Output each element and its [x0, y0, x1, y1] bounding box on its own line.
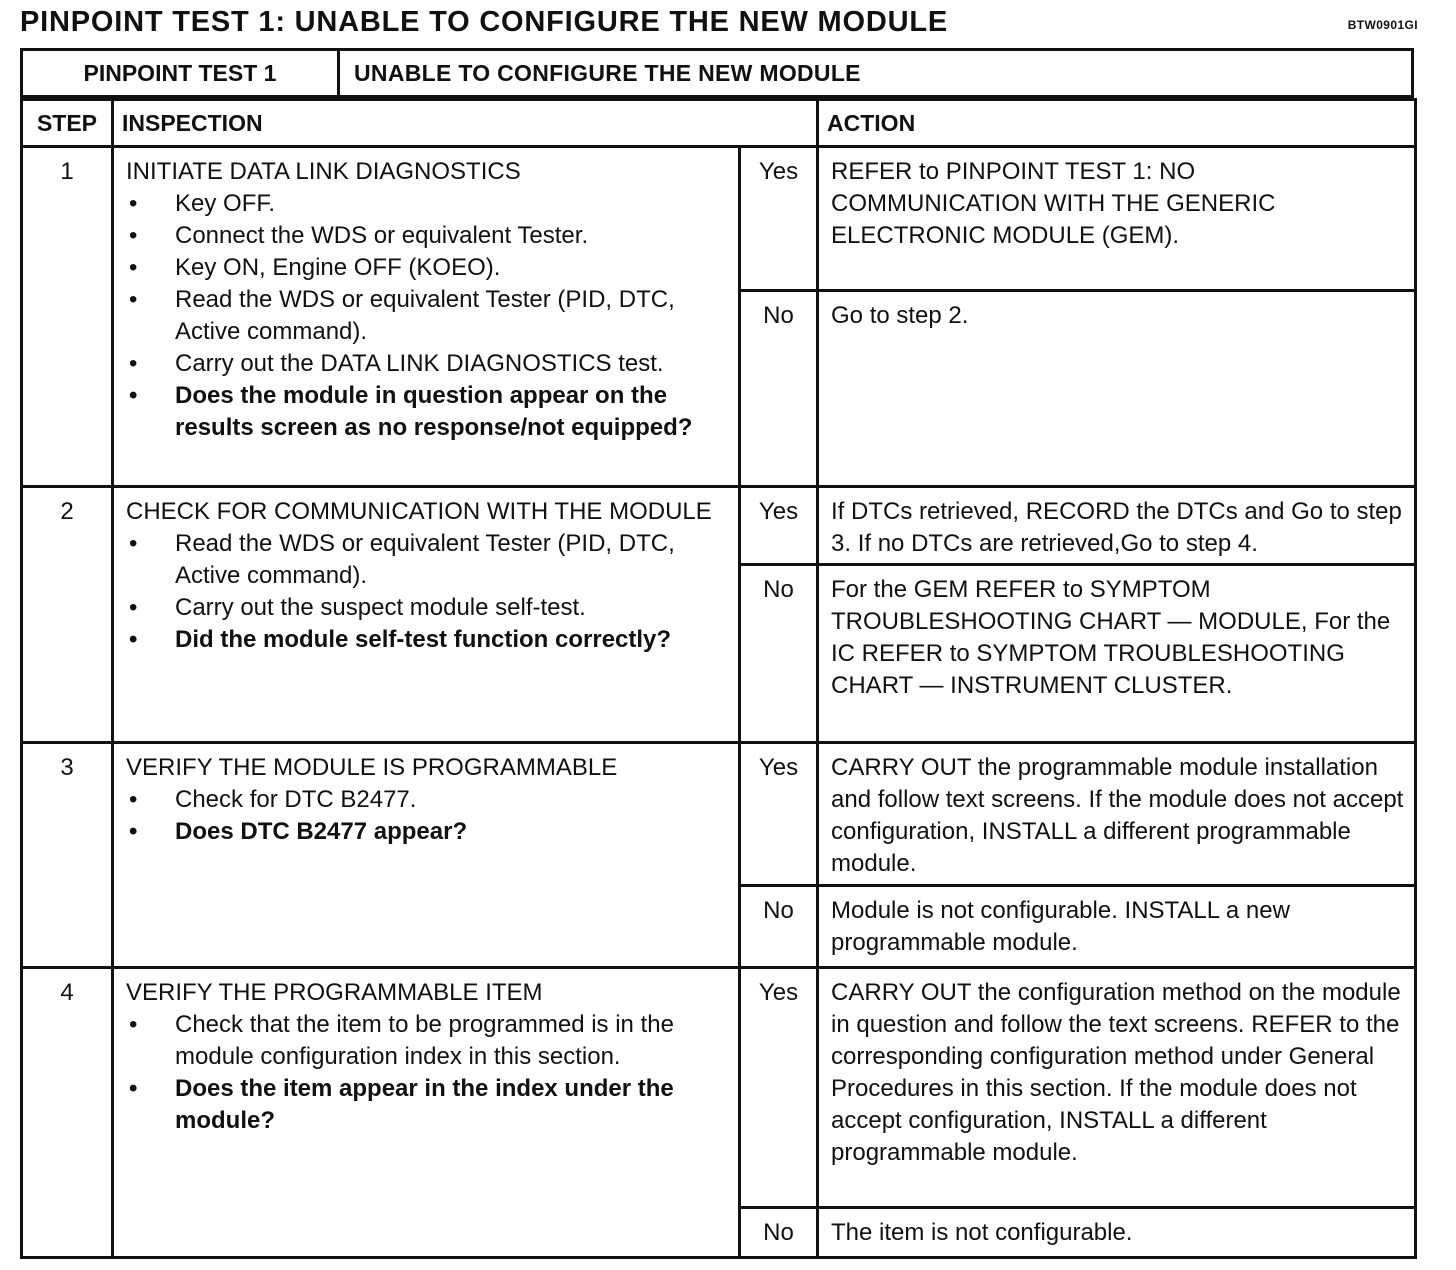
- inspection-bullets: [126, 784, 730, 848]
- inspection-question: • Does the item appear in the index under the module?: [126, 1073, 730, 1137]
- inspection-bullet: • Carry out the suspect module self-test.: [126, 592, 730, 624]
- column-header-row: [22, 100, 1416, 147]
- inspection-bullets: [126, 528, 730, 656]
- step-column-header: STEP: [22, 100, 113, 147]
- pinpoint-test-table: [20, 98, 1417, 1259]
- step-number: 1: [22, 147, 113, 487]
- no-label: No: [740, 886, 818, 968]
- step-inspection: [113, 487, 740, 743]
- inspection-bullet: • Check that the item to be programmed is in the module configuration index in this section.: [126, 1009, 730, 1073]
- yes-action: CARRY OUT the programmable module installation and follow text screens. If the module does not accept configuration, INSTALL a different programmable module.: [818, 743, 1416, 886]
- test-label: PINPOINT TEST 1: [23, 51, 340, 95]
- no-action: The item is not configurable.: [818, 1208, 1416, 1258]
- yes-action: If DTCs retrieved, RECORD the DTCs and Go to step 3. If no DTCs are retrieved,Go to step 4.: [818, 487, 1416, 565]
- table-row: [22, 487, 1416, 565]
- pinpoint-test-sheet: [20, 48, 1414, 1259]
- inspection-bullet: • Key ON, Engine OFF (KOEO).: [126, 252, 730, 284]
- inspection-bullet: • Check for DTC B2477.: [126, 784, 730, 816]
- table-row: [22, 968, 1416, 1208]
- yes-label: Yes: [740, 487, 818, 565]
- inspection-column-header: INSPECTION: [113, 100, 818, 147]
- no-label: No: [740, 291, 818, 487]
- step-number: 2: [22, 487, 113, 743]
- no-label: No: [740, 565, 818, 743]
- step-number: 4: [22, 968, 113, 1258]
- inspection-bullet: • Read the WDS or equivalent Tester (PID, DTC, Active command).: [126, 528, 730, 592]
- yes-label: Yes: [740, 743, 818, 886]
- step-title: VERIFY THE MODULE IS PROGRAMMABLE: [126, 754, 618, 781]
- step-title: CHECK FOR COMMUNICATION WITH THE MODULE: [126, 498, 712, 525]
- inspection-bullet: • Connect the WDS or equivalent Tester.: [126, 220, 730, 252]
- inspection-bullets: [126, 1009, 730, 1137]
- figure-reference-code: BTW0901GI: [1347, 18, 1418, 32]
- inspection-bullet: • Key OFF.: [126, 188, 730, 220]
- step-title: VERIFY THE PROGRAMMABLE ITEM: [126, 979, 543, 1006]
- step-inspection: [113, 968, 740, 1258]
- yes-label: Yes: [740, 968, 818, 1208]
- no-action: Go to step 2.: [818, 291, 1416, 487]
- inspection-bullet: • Carry out the DATA LINK DIAGNOSTICS test.: [126, 348, 730, 380]
- inspection-question: • Did the module self-test function correctly?: [126, 624, 730, 656]
- step-inspection: [113, 743, 740, 968]
- step-number: 3: [22, 743, 113, 968]
- inspection-question: • Does the module in question appear on the results screen as no response/not equipped?: [126, 380, 730, 444]
- inspection-bullet: • Read the WDS or equivalent Tester (PID, DTC, Active command).: [126, 284, 730, 348]
- no-action: Module is not configurable. INSTALL a new programmable module.: [818, 886, 1416, 968]
- inspection-question: • Does DTC B2477 appear?: [126, 816, 730, 848]
- no-label: No: [740, 1208, 818, 1258]
- inspection-bullets: [126, 188, 730, 444]
- action-column-header: ACTION: [818, 100, 1416, 147]
- page-title: PINPOINT TEST 1: UNABLE TO CONFIGURE THE NEW MODULE: [20, 6, 949, 38]
- test-description: UNABLE TO CONFIGURE THE NEW MODULE: [354, 59, 861, 86]
- yes-action: CARRY OUT the configuration method on the module in question and follow the text screens. REFER to the corresponding configuration method under General Procedures in this section. If the module does not accept configuration, INSTALL a different programmable module.: [818, 968, 1416, 1208]
- test-header-row: [20, 48, 1414, 98]
- table-row: [22, 743, 1416, 886]
- yes-action: REFER to PINPOINT TEST 1: NO COMMUNICATION WITH THE GENERIC ELECTRONIC MODULE (GEM).: [818, 147, 1416, 291]
- no-action: For the GEM REFER to SYMPTOM TROUBLESHOOTING CHART — MODULE, For the IC REFER to SYMPTOM TROUBLESHOOTING CHART — INSTRUMENT CLUSTER.: [818, 565, 1416, 743]
- step-title: INITIATE DATA LINK DIAGNOSTICS: [126, 158, 521, 185]
- yes-label: Yes: [740, 147, 818, 291]
- step-inspection: [113, 147, 740, 487]
- table-row: [22, 147, 1416, 291]
